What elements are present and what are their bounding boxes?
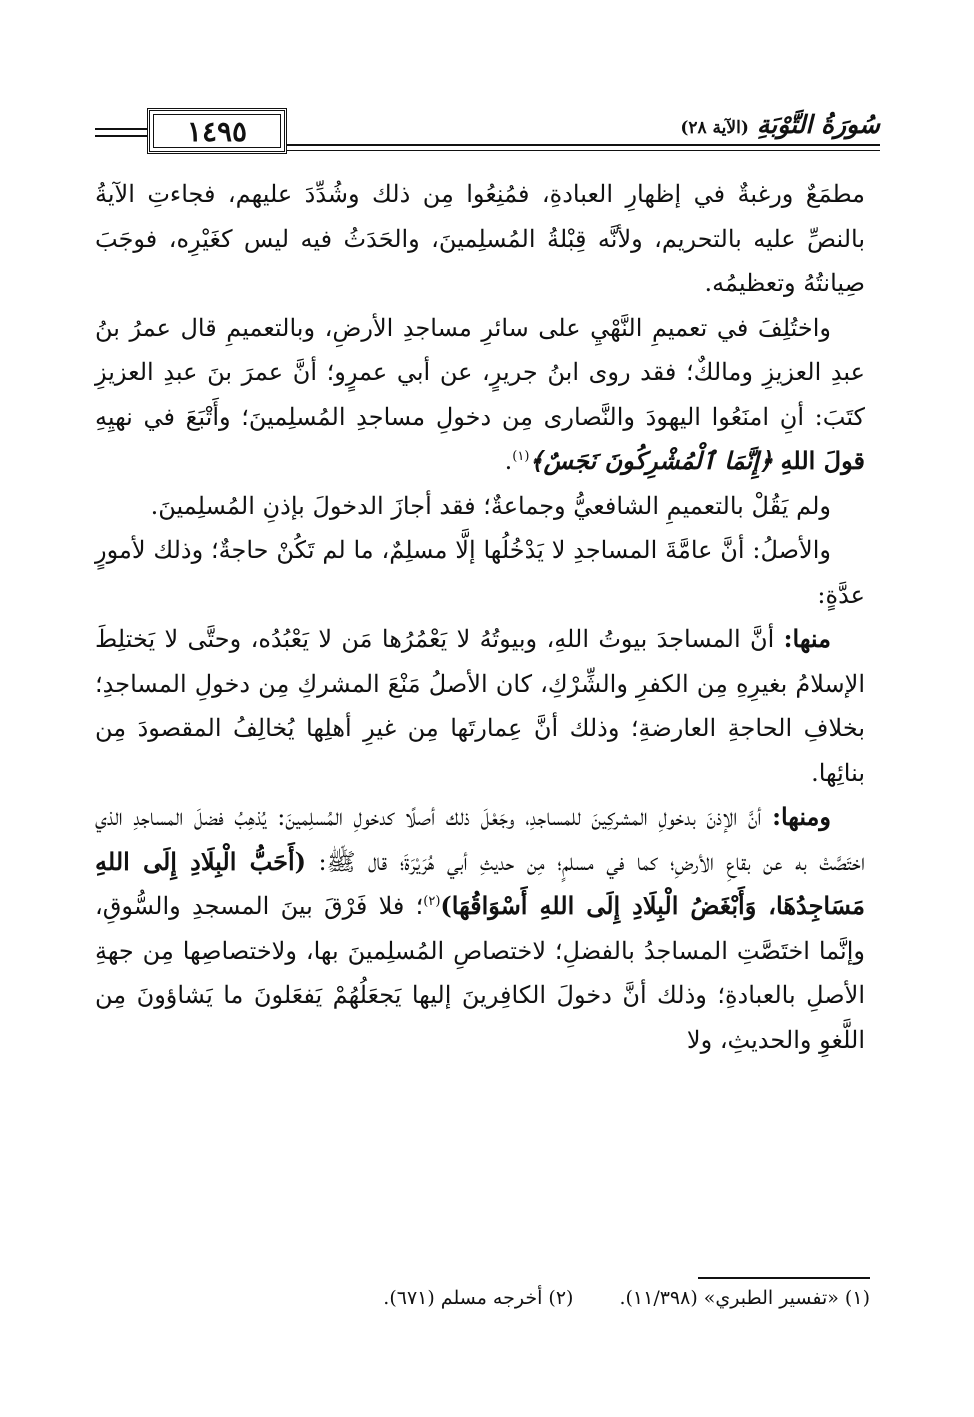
page-header <box>95 108 880 158</box>
paragraph-6-label: ومنها: <box>772 802 831 831</box>
paragraph-5-text: أنَّ المساجدَ بيوتُ اللهِ، وبيوتُهُ لا يَعْمُرُها مَن لا يَعْبُدُه، وحتَّى لا يَختلِطَ الإسلامُ بغيرِهِ مِن الكفرِ والشِّرْكِ، كان الأصلُ مَنْعَ المشركِ مِن دخولِ المساجدِ؛ بخلافِ الحاجةِ العارضةِ؛ وذلك أنَّ عِمارتَها مِن غيرِ أهلِها يُخالِفُ المقصودَ مِن بنائِها. <box>95 625 865 787</box>
paragraph-6 <box>95 795 865 1062</box>
running-head <box>680 110 880 139</box>
paragraph-5 <box>95 617 865 795</box>
page-number-text: ١٤٩٥ <box>186 114 248 148</box>
header-rule-left-2 <box>95 135 147 137</box>
footnotes <box>95 1287 870 1309</box>
paragraph-6-text: أنَّ الإذنَ بدخولِ المشركِينَ للمساجدِ، وجَعْلَ ذلك أصلًا كدخولِ المُسلِمينَ: يُذهِبُ فضلَ المساجدِ الذي اختَصَّتْ به عن بقاعِ الأرضِ؛ كما في مسلمٍ؛ مِن حديثِ أبي هُرَيْرَةَ؛ قال ﷺ: <box>95 803 865 876</box>
header-rule-left <box>95 128 147 130</box>
paragraph-2-end: . <box>504 447 513 475</box>
hadith-quote: (أَحَبُّ الْبِلَادِ إِلَى اللهِ مَسَاجِدُهَا، وَأَبْغَضُ الْبِلَادِ إِلَى اللهِ أَسْوَاقُهَا) <box>95 846 865 920</box>
header-rule <box>287 144 880 146</box>
footnote-2: (٢) أخرجه مسلم (٦٧١). <box>383 1287 574 1309</box>
footnote-marker-1: (١) <box>512 449 530 464</box>
paragraph-2-text: واختُلِفَ في تعميمِ النَّهْيِ على سائرِ مساجدِ الأرضِ، وبالتعميمِ قال عمرُ بنُ عبدِ العزيزِ ومالكٌ؛ فقد روى ابنُ جريرٍ، عن أبي عمرٍو؛ أنَّ عمرَ بنَ عبدِ العزيزِ كتَبَ: أنِ امنَعُوا اليهودَ والنَّصارى مِن دخولِ مساجدِ المُسلِمينَ؛ وأَتْبَعَ في نهيِهِ <box>95 313 865 431</box>
paragraph-4: والأصلُ: أنَّ عامَّةَ المساجدِ لا يَدْخُلُها إلَّا مسلِمٌ، ما لم تَكُنْ حاجةٌ؛ وذلك لأمورٍ عدَّةٍ: <box>95 536 865 609</box>
page-number <box>147 108 287 154</box>
paragraph-2 <box>95 306 865 484</box>
quran-intro: قولَ اللهِ <box>780 446 865 475</box>
header-rule-2 <box>287 150 880 151</box>
footnote-1: (١) «تفسير الطبري» (١١/٣٩٨). <box>619 1287 870 1309</box>
paragraph-5-label: منها: <box>783 624 831 653</box>
ayah-reference: (الآية ٢٨) <box>680 118 749 138</box>
paragraph-6-continuation: ؛ فلا فَرْقَ بينَ المسجدِ والسُّوقِ، وإنَّما اختَصَّتِ المساجدُ بالفضلِ؛ لاختصاصِ المُسلِمينَ بها، ولاختصاصِها مِن جهةِ الأصلِ بالعبادةِ؛ وذلك أنَّ دخولَ الكافِرينَ إليها يَجعَلُهُمْ يَفعَلونَ ما يَشاؤونَ مِن اللَّغوِ والحديثِ، ولا <box>95 892 865 1054</box>
footnote-marker-2: (٢) <box>423 894 441 909</box>
quran-verse: ﴿إِنَّمَا ٱلْمُشْرِكُونَ نَجَسٌ﴾ <box>529 446 773 475</box>
paragraph-3: ولم يَقُلْ بالتعميمِ الشافعيُّ وجماعةٌ؛ فقد أجازَ الدخولَ بإذنِ المُسلِمينَ. <box>150 491 831 520</box>
sura-title: سُورَةُ التَّوْبَةِ <box>756 110 880 139</box>
main-text <box>95 172 865 1062</box>
footnote-separator <box>698 1277 870 1279</box>
paragraph-1: مطمَعٌ ورغبةٌ في إظهارِ العبادةِ، فمُنِعُوا مِن ذلك وشُدِّدَ عليهم، فجاءتِ الآيةُ بالنصِّ عليه بالتحريم، ولأنَّه قِبْلةُ المُسلِمينَ، والحَدَثُ فيه ليس كغَيْرِه، فوجَبَ صِيانتُهُ وتعظيمُه. <box>95 180 865 297</box>
